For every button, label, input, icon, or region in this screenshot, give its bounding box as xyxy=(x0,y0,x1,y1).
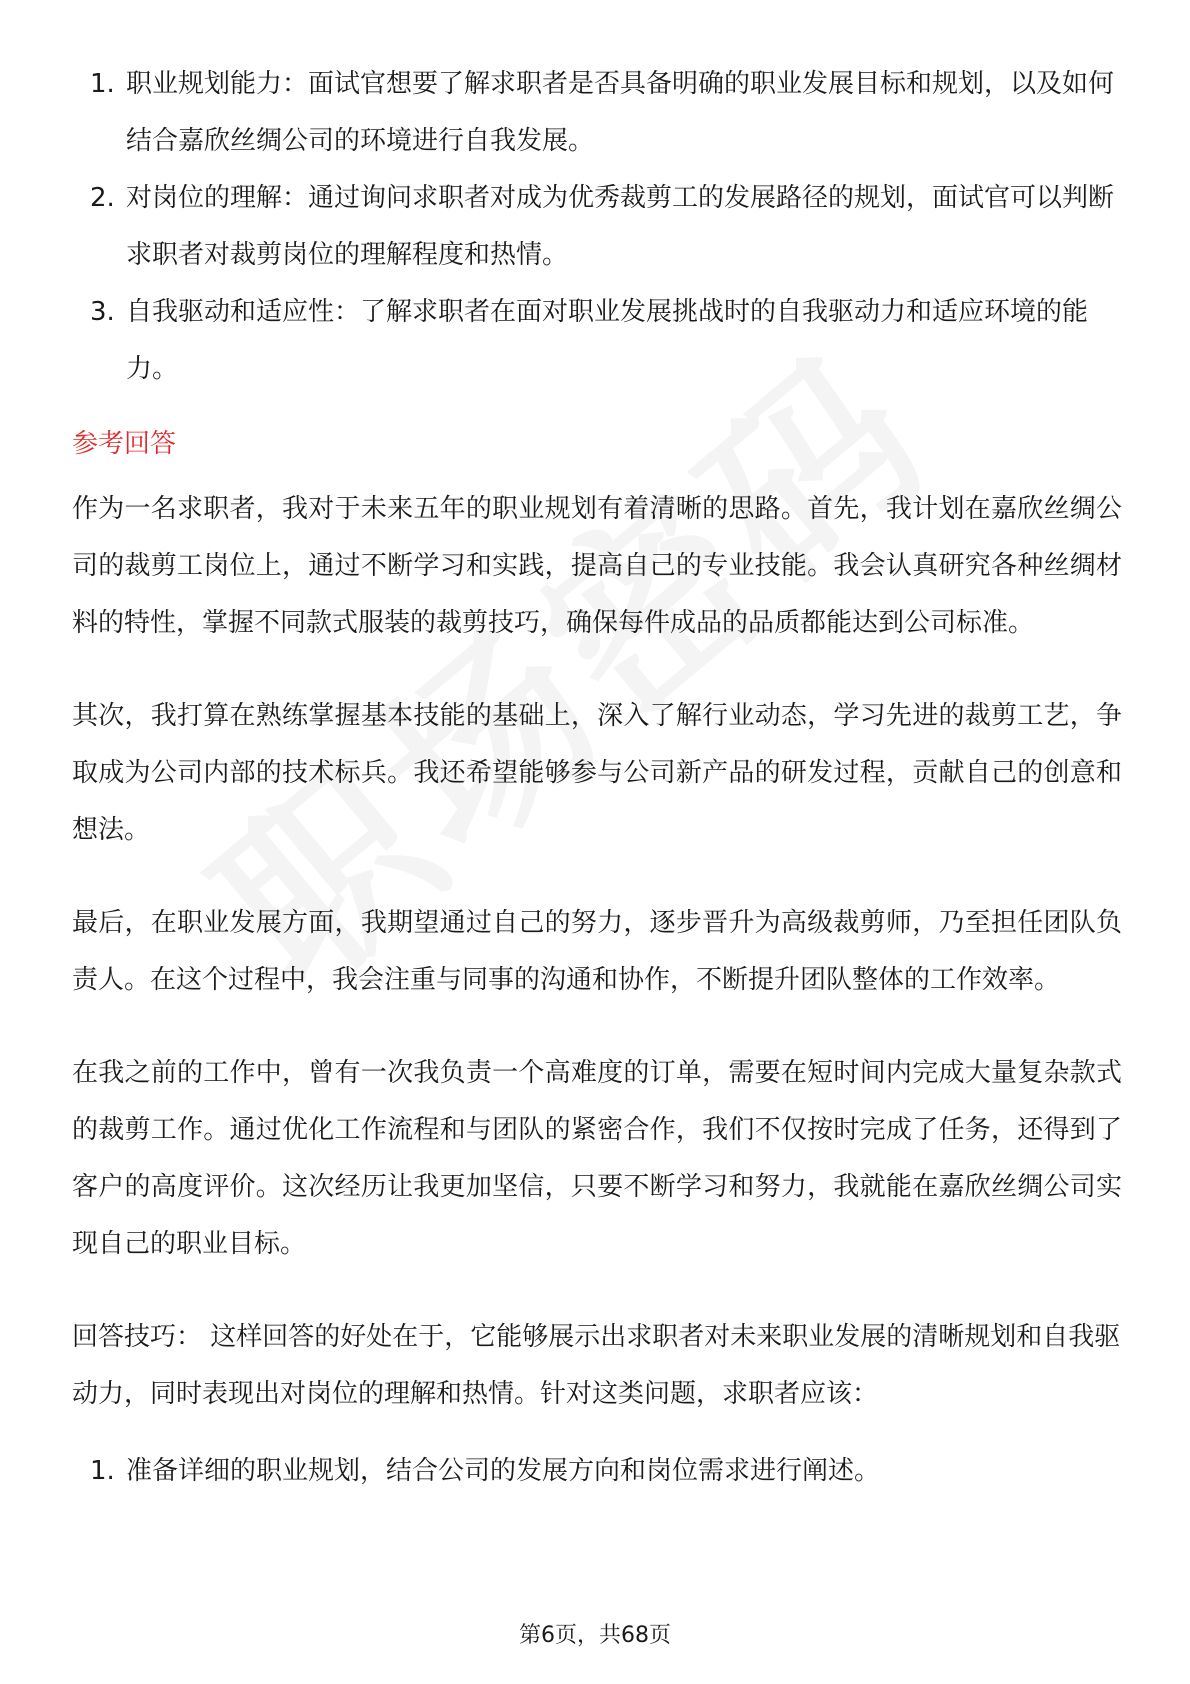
list-item-text: 职业规划能力：面试官想要了解求职者是否具备明确的职业发展目标和规划，以及如何结合嘉欣丝绸公司的环境进行自我发展。 xyxy=(126,69,1115,156)
list-item-text: 对岗位的理解：通过询问求职者对成为优秀裁剪工的发展路径的规划，面试官可以判断求职者对裁剪岗位的理解程度和热情。 xyxy=(126,183,1115,270)
answer-paragraph: 作为一名求职者，我对于未来五年的职业规划有着清晰的思路。首先，我计划在嘉欣丝绸公司的裁剪工岗位上，通过不断学习和实践，提高自己的专业技能。我会认真研究各种丝绸材料的特性，掌握不同款式服装的裁剪技巧，确保每件成品的品质都能达到公司标准。 xyxy=(72,494,1122,638)
list-item-text: 准备详细的职业规划，结合公司的发展方向和岗位需求进行阐述。 xyxy=(126,1456,881,1486)
list-number: 2. xyxy=(90,183,115,213)
list-item xyxy=(72,170,1122,284)
list-number: 1. xyxy=(90,69,115,99)
tips-paragraph: 回答技巧： 这样回答的好处在于，它能够展示出求职者对未来职业发展的清晰规划和自我驱动力，同时表现出对岗位的理解和热情。针对这类问题，求职者应该： xyxy=(72,1322,1121,1409)
page-footer: 第6页，共68页 xyxy=(519,1623,671,1648)
list-item xyxy=(72,56,1122,170)
list-item xyxy=(72,284,1122,398)
answer-paragraph: 最后，在职业发展方面，我期望通过自己的努力，逐步晋升为高级裁剪师，乃至担任团队负责人。在这个过程中，我会注重与同事的沟通和协作，不断提升团队整体的工作效率。 xyxy=(72,908,1122,995)
section-title: 参考回答 xyxy=(72,429,177,459)
answer-paragraph: 在我之前的工作中，曾有一次我负责一个高难度的订单，需要在短时间内完成大量复杂款式的裁剪工作。通过优化工作流程和与团队的紧密合作，我们不仅按时完成了任务，还得到了客户的高度评价。这次经历让我更加坚信，只要不断学习和努力，我就能在嘉欣丝绸公司实现自己的职业目标。 xyxy=(72,1058,1122,1259)
answer-paragraph: 其次，我打算在熟练掌握基本技能的基础上，深入了解行业动态，学习先进的裁剪工艺，争取成为公司内部的技术标兵。我还希望能够参与公司新产品的研发过程，贡献自己的创意和想法。 xyxy=(72,701,1122,845)
list-item-text: 自我驱动和适应性：了解求职者在面对职业发展挑战时的自我驱动力和适应环境的能力。 xyxy=(126,297,1089,384)
list-number: 1. xyxy=(90,1456,115,1486)
list-item xyxy=(72,1443,1122,1500)
intro-list xyxy=(72,56,1122,398)
list-number: 3. xyxy=(90,297,115,327)
page-content xyxy=(72,56,1122,1500)
tips-list xyxy=(72,1443,1122,1500)
